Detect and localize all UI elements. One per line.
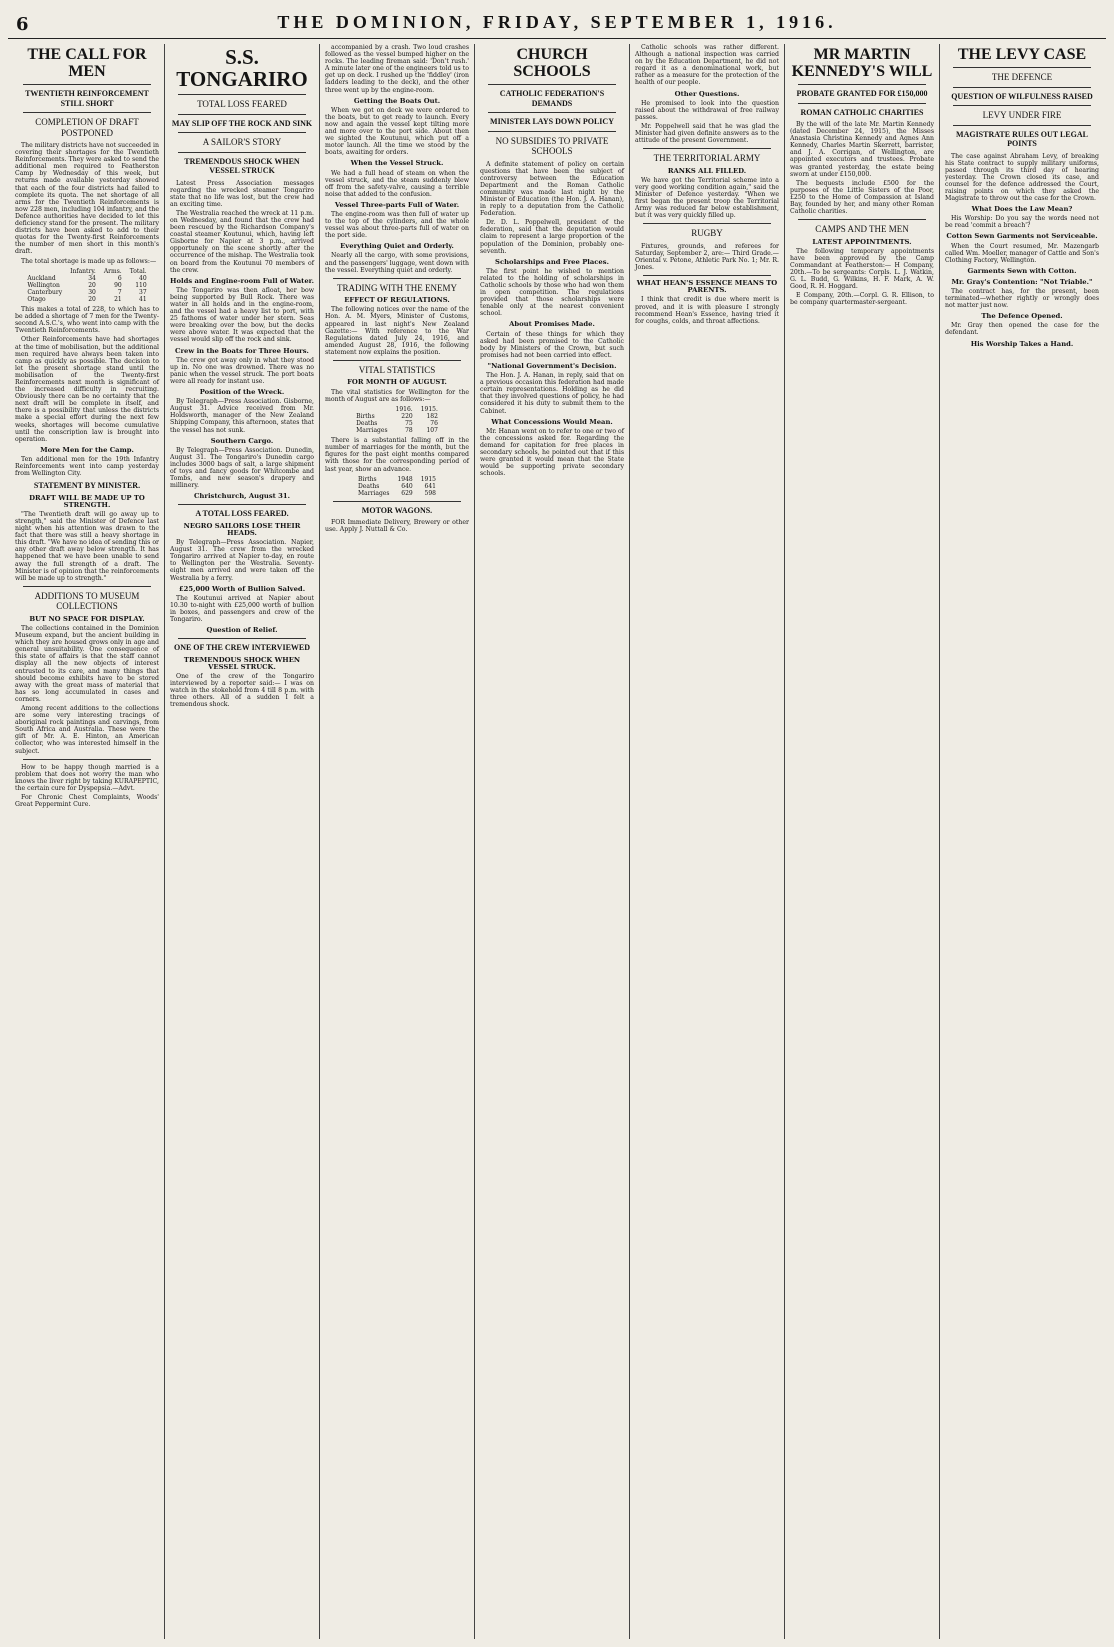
subheading: CATHOLIC FEDERATION'S DEMANDS: [499, 89, 605, 108]
article-paragraph: Dr. D. L. Poppelwell, president of the federation, said that the deputation would claim to represent a large proportion of the population of the Dominion, probably one-seventh.: [480, 219, 624, 255]
page-number: 6: [16, 14, 29, 35]
article-paragraph: One of the crew of the Tongariro interviewed by a reporter said:— I was on watch in the stokehold from 4 till 8 p.m. with three others. All of a sudden I felt a tremendous shock.: [170, 672, 314, 709]
table-row: [23, 289, 150, 296]
article-paragraph: Nearly all the cargo, with some provisions, and the passengers' luggage, went down with the vessel. Everything quiet and orderly.: [325, 252, 469, 274]
table-cell: 37: [139, 288, 147, 296]
advertisement: FOR Immediate Delivery, Brewery or other use. Apply J. Nuttall & Co.: [325, 519, 469, 534]
headline-call-for-men: THE CALL FOR MEN: [27, 46, 147, 80]
subheading: Position of the Wreck.: [199, 388, 285, 397]
subheading: DRAFT WILL BE MADE UP TO STRENGTH.: [29, 493, 145, 509]
article-paragraph: The contract has, for the present, been terminated—whether rightly or wrongly does not matter just now.: [945, 288, 1099, 310]
table-header: 1916.: [395, 405, 413, 413]
article-paragraph: The following temporary appointments have been approved by the Camp Commandant at Featherston:— H Company, 20th.—To be sergeants: Corpls. L. J. Watkin, G. L. Budd, G. Wilkins, H. F. Mark, A. W. Good, R. H. Hoggard.: [790, 247, 934, 291]
table-row: [354, 483, 440, 490]
advertisement: For Chronic Chest Complaints, Woods' Great Peppermint Cure.: [15, 794, 159, 809]
subheading: LATEST APPOINTMENTS.: [812, 237, 912, 246]
subheading: STATEMENT BY MINISTER.: [33, 481, 141, 491]
subheading: Vessel Three-parts Full of Water.: [334, 200, 460, 209]
masthead-title: THE DOMINION, FRIDAY, SEPTEMBER 1, 1916.: [277, 12, 837, 32]
divider: [23, 759, 151, 760]
article-paragraph: The collections contained in the Dominion Museum expand, but the ancient building in which they are housed grows only in age and general unsuitability. One consequence of this state of affairs is that the staff cannot display all the new objects of interest entrusted to its care, and many things that should become exhibits have to be stored away with the great mass of material that has so long accumulated in cases and corners.: [15, 624, 159, 703]
article-paragraph: I think that credit is due where merit is proved, and it is with pleasure I strongly recommend Hean's Essence, having tried it for coughs, colds, and throat affections.: [635, 296, 779, 325]
subheading: Garments Sewn with Cotton.: [967, 266, 1077, 275]
subheading: TWENTIETH REINFORCEMENT STILL SHORT: [25, 89, 149, 108]
subheading: "National Government's Decision.: [487, 361, 617, 370]
table-cell: Canterbury: [27, 288, 63, 296]
divider: [178, 94, 306, 95]
subheading: ONE OF THE CREW INTERVIEWED: [173, 643, 311, 653]
subheading: ROMAN CATHOLIC CHARITIES: [800, 107, 924, 117]
column-1: [10, 44, 165, 1639]
divider: [333, 360, 461, 361]
vital-stats-table-2: [354, 476, 440, 497]
table-header: [23, 268, 66, 275]
article-paragraph: Certain of these things for which they asked had been promised to the Catholic body by Ministers of the Crown, but such promises had not been carried into effect.: [480, 330, 624, 359]
table-cell: Deaths: [358, 482, 380, 490]
table-cell: 110: [135, 281, 147, 289]
article-paragraph: The following notices over the name of the Hon. A. M. Myers, Minister of Customs, appeared in last night's New Zealand Gazette:— With reference to the War Regulations dated July 24, 1916, and amended August 28, 1916, the following statement now explains the position.: [325, 306, 469, 356]
subheading: Cotton Sewn Garments not Serviceable.: [946, 232, 1098, 241]
table-cell: 34: [88, 274, 96, 282]
subheading: QUESTION OF WILFULNESS RAISED: [951, 91, 1093, 101]
divider: [953, 87, 1091, 88]
subheading: THE DEFENCE: [991, 72, 1053, 82]
table-cell: 598: [424, 489, 436, 497]
article-paragraph: When the Court resumed, Mr. Mazengarb called Wm. Moeller, manager of Cattle and Son's Clothing Factory, Wellington.: [945, 242, 1099, 264]
subheading: What Concessions Would Mean.: [491, 417, 613, 426]
table-cell: Births: [358, 475, 377, 483]
subheading: Holds and Engine-room Full of Water.: [170, 276, 314, 285]
subheading: FOR MONTH OF AUGUST.: [347, 378, 447, 387]
table-cell: 629: [401, 489, 413, 497]
divider: [798, 84, 926, 85]
article-paragraph: "The Twentieth draft will go away up to strength," said the Minister of Defence last night when his attention was drawn to the fact that there was still a heavy shortage in this draft. "We have no idea of sending this or any other draft away below strength. It has happened that we have been unable to send away the full strength of a draft. The Minister is of opinion that the reinforcements will be made up to strength.": [15, 510, 159, 582]
table-row: [354, 490, 440, 497]
columns: [10, 44, 1104, 1639]
table-cell: 641: [424, 482, 436, 490]
divider: [23, 112, 151, 113]
divider: [798, 219, 926, 220]
subheading: NO SUBSIDIES TO PRIVATE SCHOOLS: [495, 135, 609, 156]
masthead: [8, 8, 1106, 39]
table-cell: 78: [405, 427, 413, 435]
table-cell: 90: [114, 281, 122, 289]
divider: [23, 84, 151, 85]
article-paragraph: By Telegraph—Press Association. Dunedin, August 31. The Tongariro's Dunedin cargo includes 3000 bags of salt, a large shipment of toys and fancy goods for Whitcombe and Tombs, and new season's drapery and millinery.: [170, 446, 314, 490]
subheading: CAMPS AND THE MEN: [815, 224, 909, 235]
subheading: MAGISTRATE RULES OUT LEGAL POINTS: [956, 129, 1088, 148]
headline-kennedy-will: MR MARTIN KENNEDY'S WILL: [791, 46, 933, 80]
subheading: The Defence Opened.: [981, 312, 1063, 321]
divider: [488, 112, 616, 113]
subheading: ADDITIONS TO MUSEUM COLLECTIONS: [34, 590, 140, 612]
subheading: Christchurch, August 31.: [194, 492, 290, 501]
subheading: WHAT HEAN'S ESSENCE MEANS TO PARENTS.: [636, 279, 778, 295]
article-paragraph: The case against Abraham Levy, of breaking his State contract to supply military uniforms, passed through its third day of hearing yesterday. The Crown closed its case, and counsel for the defence addressed the Court, raising points on which they asked the Magistrate to throw out the case for the Crown.: [945, 152, 1099, 203]
subheading: Crew in the Boats for Three Hours.: [175, 346, 309, 355]
column-6: [785, 44, 940, 1639]
table-header: Arms.: [103, 267, 122, 275]
divider: [178, 504, 306, 505]
divider: [798, 103, 926, 104]
divider: [643, 275, 771, 276]
article-paragraph: The Hon. J. A. Hanan, in reply, said that on a previous occasion this federation had made certain representations. Holding as he did that they involved questions of policy, he had considered it his duty to submit them to the Cabinet.: [480, 372, 624, 415]
vital-stats-table: [352, 406, 442, 434]
article-paragraph: By Telegraph—Press Association. Gisborne, August 31. Advice received from Mr. Holdsworth, manager of the New Zealand Shipping Company, this afternoon, states that the vessel has not sunk.: [170, 398, 314, 434]
article-paragraph: By Telegraph—Press Association. Napier, August 31. The crew from the wrecked Tongariro arrived at Napier to-day, en route to Wellington per the Westralia. Seventy-eight men arrived and were taken off the Westralia by a ferry.: [170, 539, 314, 582]
subheading: Question of Relief.: [206, 626, 278, 635]
table-cell: 6: [117, 274, 122, 282]
subheading: £25,000 Worth of Bullion Salved.: [178, 584, 306, 593]
column-7: [940, 44, 1104, 1639]
divider: [488, 131, 616, 132]
article-paragraph: Among recent additions to the collections are some very interesting tracings of aboriginal rock paintings and carvings, from South Africa and Australia. These were the gift of Mr. A. E. Hinton, an American collector, who was interested himself in the subject.: [15, 704, 159, 755]
table-cell: Births: [356, 412, 375, 420]
subheading: Everything Quiet and Orderly.: [340, 242, 454, 251]
table-row: [23, 275, 150, 282]
table-cell: 75: [405, 419, 413, 427]
table-cell: 20: [88, 295, 96, 303]
subheading: TRADING WITH THE ENEMY: [337, 282, 457, 293]
subheading: TOTAL LOSS FEARED: [197, 99, 287, 109]
column-4: [475, 44, 630, 1639]
table-header: [352, 406, 391, 413]
subheading: EFFECT OF REGULATIONS.: [344, 296, 450, 305]
subheading: More Men for the Camp.: [40, 445, 134, 454]
article-paragraph: The bequests include £500 for the purposes of the Little Sisters of the Poor, £250 to the Home of Compassion at Island Bay, founded by her, and many other Roman Catholic charities.: [790, 179, 934, 216]
subheading: Scholarships and Free Places.: [495, 257, 609, 266]
subheading: VITAL STATISTICS: [358, 364, 436, 375]
table-cell: Otago: [27, 295, 46, 303]
table-row: [23, 282, 150, 289]
divider: [178, 114, 306, 115]
divider: [333, 278, 461, 279]
table-header-row: [352, 406, 442, 413]
subheading: TREMENDOUS SHOCK WHEN VESSEL STRUCK: [184, 156, 300, 175]
subheading: About Promises Made.: [509, 320, 595, 329]
table-cell: 41: [139, 295, 147, 303]
subheading: What Does the Law Mean?: [971, 205, 1073, 214]
table-cell: Marriages: [356, 427, 388, 435]
table-cell: 182: [426, 412, 438, 420]
subheading: RUGBY: [691, 228, 723, 239]
divider: [643, 148, 771, 149]
subheading: Mr. Gray's Contention: "Not Triable.": [951, 277, 1093, 286]
subheading: BUT NO SPACE FOR DISPLAY.: [29, 614, 145, 623]
article-paragraph: The Koutunui arrived at Napier about 10.30 to-night with £25,000 worth of bullion in boxes, and passengers and crew of the Tongariro.: [170, 594, 314, 623]
divider: [178, 638, 306, 639]
article-paragraph: This makes a total of 228, to which has to be added a shortage of 7 men for the Twenty-second A.S.C.'s, who went into camp with the Twentieth Reinforcements.: [15, 306, 159, 335]
article-paragraph: The first point he wished to mention related to the holding of scholarships in Catholic schools by those who had won them in open competition. The regulations provided that those scholarships were tenable only at the nearest convenient school.: [480, 267, 624, 318]
article-paragraph: Latest Press Association messages regarding the wrecked steamer Tongariro state that no life was lost, but the crew had an exciting time.: [170, 179, 314, 208]
article-paragraph: Catholic schools was rather different. Although a national inspection was carried on by the Education Department, he did not regard it as a denominational work, but rather as a measure for the protection of the health of our people.: [635, 44, 779, 87]
article-paragraph: Ten additional men for the 19th Infantry Reinforcements went into camp yesterday from Wellington City.: [15, 455, 159, 478]
subheading: Getting the Boats Out.: [353, 96, 441, 105]
table-cell: Deaths: [356, 419, 378, 427]
subheading: A SAILOR'S STORY: [202, 137, 282, 147]
column-3: [320, 44, 475, 1639]
table-cell: 76: [430, 419, 438, 427]
subheading: MAY SLIP OFF THE ROCK AND SINK: [171, 118, 313, 128]
subheading: PROBATE GRANTED FOR £150,000: [796, 89, 928, 98]
advertisement: How to be happy though married is a problem that does not worry the man who knows the liver right by taking KURAPEPTIC, the certain cure for Dyspepsia.—Advt.: [15, 763, 159, 792]
subheading: Other Questions.: [674, 89, 740, 98]
table-cell: Marriages: [358, 489, 390, 497]
article-paragraph: Mr. Poppelwell said that he was glad the Minister had given definite answers as to the attitude of the present Government.: [635, 122, 779, 145]
article-paragraph: A definite statement of policy on certain questions that have been the subject of controversy between the Education Department and the Roman Catholic community was made last night by the Minister of Education (the Hon. J. A. Hanan), in reply to a deputation from the Catholic Federation.: [480, 160, 624, 218]
table-cell: 7: [117, 288, 122, 296]
subheading: MINISTER LAYS DOWN POLICY: [490, 117, 614, 126]
table-row: [352, 427, 442, 434]
article-paragraph: He promised to look into the question raised about the withdrawal of free railway passes.: [635, 99, 779, 121]
table-row: [352, 420, 442, 427]
article-paragraph: The crew got away only in what they stood up in. No one was drowned. There was no panic when the vessel struck. The port boats were all ready for instant use.: [170, 356, 314, 385]
article-paragraph: The engine-room was then full of water up to the top of the cylinders, and the whole vessel was about three-parts full of water on the port side.: [325, 210, 469, 240]
subheading: MOTOR WAGONS.: [361, 505, 433, 515]
table-cell: Auckland: [27, 274, 56, 282]
column-5: [630, 44, 785, 1639]
divider: [488, 84, 616, 85]
divider: [178, 132, 306, 133]
article-paragraph: His Worship: Do you say the words need not be read 'commit a breach'?: [945, 215, 1099, 230]
shortage-table: [23, 268, 150, 303]
subheading: THE TERRITORIAL ARMY: [653, 153, 761, 164]
divider: [953, 125, 1091, 126]
article-paragraph: E Company, 20th.—Corpl. G. R. Ellison, to be company quartermaster-sergeant.: [790, 292, 934, 307]
subheading: TREMENDOUS SHOCK WHEN VESSEL STRUCK.: [183, 655, 301, 671]
table-header: Infantry.: [70, 267, 96, 275]
divider: [23, 586, 151, 587]
divider: [643, 223, 771, 224]
article-paragraph: We had a full head of steam on when the vessel struck, and the steam suddenly blew off from the safety-valve, causing a terrible noise that added to the confusion.: [325, 169, 469, 198]
table-row: [352, 413, 442, 420]
table-cell: 40: [139, 274, 147, 282]
divider: [333, 501, 461, 502]
divider: [953, 67, 1091, 68]
subheading: RANKS ALL FILLED.: [667, 166, 747, 175]
headline-levy-case: THE LEVY CASE: [957, 46, 1087, 63]
table-cell: 30: [88, 288, 96, 296]
table-header-row: [23, 268, 150, 275]
table-cell: 21: [114, 295, 122, 303]
subheading: COMPLETION OF DRAFT POSTPONED: [35, 117, 139, 138]
article-paragraph: The Tongariro was then afloat, her bow being supported by Bull Rock. There was water in all holds and in the engine-room, and the vessel had a heavy list to port, with 25 fathoms of water under her stern. Seas were breaking over the bow, but the decks were above water. It was expected that the vessel would slip off the rock and sink.: [170, 286, 314, 344]
table-cell: 20: [88, 281, 96, 289]
subheading: When the Vessel Struck.: [350, 159, 444, 168]
table-row: [354, 476, 440, 483]
article-paragraph: There is a substantial falling off in the number of marriages for the month, but the figures for the past eight months compared with those for the corresponding period of last year, show an advance.: [325, 437, 469, 473]
table-cell: 220: [401, 412, 413, 420]
article-paragraph: By the will of the late Mr. Martin Kennedy (dated December 24, 1915), the Misses Anastasia Christina Kennedy and Agnes Ann Kennedy, Charles Martin Skerrett, barrister, and J. A. Corrigan, of Wellington, are appointed executors and trustees. Probate was granted yesterday, the estate being sworn at under £150,000.: [790, 121, 934, 178]
subheading: NEGRO SAILORS LOSE THEIR HEADS.: [183, 521, 301, 537]
table-cell: 1915: [420, 475, 436, 483]
table-cell: 107: [426, 427, 438, 435]
table-cell: 640: [401, 482, 413, 490]
column-2: [165, 44, 320, 1639]
table-row: [23, 296, 150, 303]
headline-church-schools: CHURCH SCHOOLS: [513, 46, 591, 80]
article-paragraph: When we got on deck we were ordered to the boats, but to get ready to launch. Every now and again the vessel kept tilting more and more over to the port side. About then we sighted the Koutunui, which put off a motor launch. All the time we stood by the boats, awaiting for orders.: [325, 106, 469, 157]
table-header: Total.: [129, 267, 147, 275]
article-paragraph: The total shortage is made up as follows:—: [21, 257, 157, 265]
divider: [953, 105, 1091, 106]
article-paragraph: accompanied by a crash. Two loud crashes followed as the vessel bumped higher on the rocks. The leading fireman said: 'Don't rush.' A minute later one of the engineers told us to get up on deck. I rushed up the 'fiddley' (iron ladders leading to the deck), and the other three went up by the engine-room.: [325, 44, 469, 94]
subheading: LEVY UNDER FIRE: [982, 110, 1062, 120]
headline-tongariro: S.S. TONGARIRO: [176, 45, 308, 91]
article-paragraph: Fixtures, grounds, and referees for Saturday, September 2, are:— Third Grade.—Oriental v. Petone, Athletic Park No. 1; Mr. R. Jones.: [635, 242, 779, 272]
article-paragraph: Mr. Gray then opened the case for the defendant.: [945, 322, 1099, 337]
table-cell: 1948: [397, 475, 413, 483]
article-paragraph: The military districts have not succeeded in covering their shortages for the Twentieth Reinforcements. They were asked to send the additional men required to Featherston Camp by Wednesday of this week, but returns made available yesterday showed that each of the four districts had failed to complete its quota. The net shortage of all arms for the Twentieth Reinforcements is now 228 men, including 104 infantry, and the Defence authorities have decided to let this deficiency stand for the present. The military districts have been asked to add to their quotas for the Twenty-first Reinforcements the number of men short in this month's draft.: [15, 142, 159, 256]
article-paragraph: Mr. Hanan went on to refer to one or two of the concessions asked for. Regarding the demand for capitation for free places in secondary schools, he pointed out that if this were granted it would mean that the State would be supporting private secondary schools.: [480, 427, 624, 478]
article-paragraph: The Westralia reached the wreck at 11 p.m. on Wednesday, and found that the crew had been rescued by the Richardson Company's coastal steamer Koutunui, which, having left Gisborne for Napier at 3 p.m., arrived opportunely on the scene shortly after the occurrence of the mishap. The Westralia took on board from the Koutunui 70 members of the crew.: [170, 209, 314, 274]
table-cell: Wellington: [27, 281, 60, 289]
article-paragraph: We have got the Territorial scheme into a very good working condition again," said the Minister of Defence yesterday. "When we first began the present troop the Territorial Army was reduced far below establishment, but it was very quickly filled up.: [635, 176, 779, 220]
subheading: A TOTAL LOSS FEARED.: [195, 509, 289, 519]
divider: [178, 152, 306, 153]
article-paragraph: Other Reinforcements have had shortages at the time of mobilisation, but the additional men required have always been taken into camp as quickly as possible. The decision to let the present shortage stand until the mobilisation of the Twenty-first Reinforcements next month is significant of the increased difficulty in recruiting. Obviously there can be no certainty that the next draft will be complete in itself, and there is a possibility that unless the districts make a special effort during the next few weeks, shortages will become cumulative until the conscription law is brought into operation.: [15, 336, 159, 443]
subheading: Southern Cargo.: [210, 436, 274, 445]
subheading: His Worship Takes a Hand.: [970, 339, 1074, 348]
table-header: 1915.: [420, 405, 438, 413]
article-paragraph: The vital statistics for Wellington for the month of August are as follows:—: [325, 388, 469, 403]
